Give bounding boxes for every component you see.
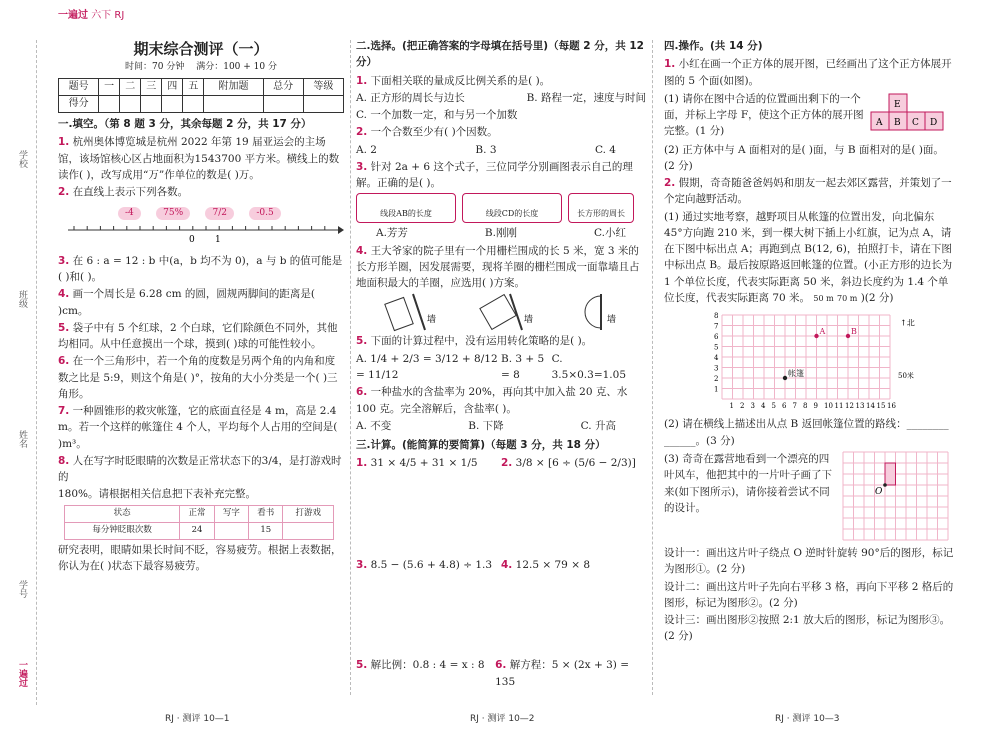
x-tick-label: 14 (866, 402, 875, 410)
x-tick-label: 12 (845, 402, 854, 410)
divider-1 (350, 40, 351, 695)
q2-4-figures (356, 292, 646, 332)
score-head-2: 二 (120, 79, 141, 96)
y-tick-label: 6 (714, 333, 719, 342)
y-tick-label: 8 (714, 312, 719, 321)
score-cell-1[interactable] (99, 96, 120, 113)
x-tick-label: 10 (824, 402, 833, 410)
point-a-dot (814, 334, 818, 338)
q2-5: 5. 下面的计算过程中，没有运用转化策略的是( )。 (356, 335, 593, 348)
y-tick-label: 2 (714, 375, 719, 384)
wall-c: 墙 (606, 315, 616, 326)
q1-3: 3. 在 6 : a = 12 : b 中(a，b 均不为 0)，a 与 b 的值可能是( )和( )。 (58, 254, 343, 283)
q2-1-c: C. 一个加数一定，和与另一个加数 (356, 109, 518, 122)
cube-face (889, 94, 907, 112)
blink-table (64, 505, 334, 540)
q2-3-c: C.小红 (593, 227, 626, 240)
x-tick-label: 4 (761, 402, 766, 410)
cube-face-label: A (876, 117, 883, 128)
q4-2c-row (664, 450, 954, 544)
q2-3-b: B.刚刚 (484, 227, 517, 240)
legend-50m: 50 m (813, 293, 834, 303)
q4-2b2: ______。(3 分) (664, 434, 735, 447)
design-1: 设计一：画出这片叶子绕点 O 逆时针旋转 90°后的图形，标记为图形①。(2 分) (664, 547, 954, 576)
score-head-6: 附加题 (204, 79, 263, 96)
score-cell-0: 得分 (59, 96, 99, 113)
brand-grade: 六下 RJ (91, 10, 125, 21)
point-b-dot (846, 334, 850, 338)
fence-plan-a (369, 292, 439, 332)
q1-4: 4. 画一个周长是 6.28 cm 的圆，圆规两脚间的距离是( )cm。 (58, 288, 315, 317)
blink-head-3: 看书 (249, 505, 283, 522)
time-score (58, 61, 344, 75)
q2-3: 3. 针对 2a + 6 这个式子，三位同学分别画图表示自己的理解。正确的是( )。 (356, 160, 633, 190)
brand-name: 一遍过 (58, 10, 88, 21)
point-b-label: B (851, 327, 857, 337)
pill-1: -4 (118, 207, 141, 221)
q4-2: 2. 假期，奇奇随爸爸妈妈和朋友一起去郊区露营，并策划了一个定向越野活动。 (664, 177, 952, 206)
side-label-class: 班级 (16, 290, 27, 308)
cube-face-label: E (894, 99, 901, 110)
north-label: ↑北 (900, 318, 915, 328)
score-cell-8[interactable] (303, 96, 343, 113)
calc-row-2 (356, 557, 646, 657)
blink-cell-4[interactable] (283, 522, 334, 539)
fig-xiaohong: 长方形的周长 (568, 193, 634, 223)
time-limit: 时间：70 分钟 (125, 62, 185, 73)
q2-6: 6. 一种盐水的含盐率为 20%，再向其中加入盐 20 克、水 100 克。完全溶解后，含盐率( )。 (356, 386, 628, 415)
x-tick-label: 13 (855, 402, 865, 410)
blink-head-2: 写字 (214, 505, 248, 522)
q2-1-a: A. 正方形的周长与边长 (356, 91, 465, 104)
q1-6: 6. 在一个三角形中，若一个角的度数是另两个角的内角和度数之比是 5:9，则这个角是( )°，按角的大小分类是一个( )三角形。 (58, 355, 338, 400)
x-tick-label: 6 (782, 402, 787, 410)
x-tick-label: 7 (792, 402, 797, 410)
fence-plan-c (563, 292, 633, 332)
q2-3-opts (356, 225, 646, 241)
calc-6: 6. 解方程：5 × (2x + 3) = 135 (495, 659, 629, 688)
q1-5: 5. 袋子中有 5 个红球，2 个白球，它们除颜色不同外，其他均相同。从中任意摸出一个球，摸到( )球的可能性较小。 (58, 321, 338, 351)
score-head-8: 等级 (303, 79, 343, 96)
footer-1: RJ · 测评 10—1 (165, 714, 230, 725)
q1-1: 1. 杭州奥体博览城是杭州 2022 年第 19 届亚运会的主场馆，该场馆核心区占地面积为1543700 平方米。横线上的数读作( )，改写成用“万”作单位的数是( )万。 (58, 136, 340, 181)
coordinate-grid (664, 307, 954, 409)
y-tick-label: 7 (714, 322, 719, 331)
section-1-title: 一.填空。（第 8 题 3 分，其余每题 2 分，共 17 分） (58, 118, 312, 131)
x-tick-label: 16 (887, 402, 896, 410)
tick-label-0: 0 (189, 235, 195, 246)
brand-header (58, 8, 124, 24)
cube-face (889, 112, 907, 130)
cube-face-label: D (930, 117, 938, 128)
footer-3: RJ · 测评 10—3 (775, 714, 840, 725)
q2-2-b: B. 3 (475, 143, 497, 156)
q2-5-c: C. 3.5×0.3=1.05 (551, 352, 626, 381)
section-4-title: 四.操作。(共 14 分) (664, 40, 763, 52)
y-tick-label: 3 (714, 364, 719, 373)
y-tick-label: 5 (714, 343, 719, 352)
calc-3: 3. 8.5 − (5.6 + 4.8) ÷ 1.3 (356, 559, 493, 572)
q1-8c: 研究表明，眼睛如果长时间不眨，容易疲劳。根据上表数据，你认为在( )状态下最容易疲劳。 (58, 543, 342, 572)
cube-face (907, 112, 925, 130)
blink-cell-1: 24 (180, 522, 214, 539)
calc-row-3 (356, 657, 646, 690)
score-cell-4[interactable] (162, 96, 183, 113)
calc-4: 4. 12.5 × 79 × 8 (501, 559, 591, 572)
q2-1-opts-ab (356, 90, 646, 106)
side-brand: 一遍过 (16, 660, 27, 687)
q2-2-c: C. 4 (594, 143, 616, 156)
fence-plan-b (466, 292, 536, 332)
pill-3: 7/2 (205, 207, 233, 221)
y-tick-label: 1 (714, 385, 719, 394)
cube-face (871, 112, 889, 130)
calc-2: 2. 3/8 × [6 ÷ (5/6 − 2/3)] (501, 457, 636, 470)
number-line (58, 220, 344, 246)
q4-2b: (2) 请在横线上描述出从点 B 返回帐篷位置的路线：________ (664, 417, 949, 430)
side-label-name: 姓名 (16, 430, 27, 448)
binding-margin (0, 0, 48, 735)
footer-2: RJ · 测评 10—2 (470, 714, 535, 725)
q1-2: 2. 在直线上表示下列各数。 (58, 186, 189, 199)
x-tick-label: 2 (740, 402, 745, 410)
score-head-5: 五 (183, 79, 204, 96)
calc-row-1 (356, 455, 646, 557)
score-head-4: 四 (162, 79, 183, 96)
score-cell-6[interactable] (204, 96, 263, 113)
cube-net (869, 90, 949, 134)
column-3 (664, 38, 954, 646)
wall-b: 墙 (523, 315, 533, 326)
blink-head-1: 正常 (180, 505, 214, 522)
blink-cell-2[interactable] (214, 522, 248, 539)
q2-1-b: B. 路程一定，速度与时间 (526, 91, 646, 104)
q2-4: 4. 王大爷家的院子里有一个用栅栏围成的长 5 米，宽 3 米的长方形羊圈，因发展需要，现将羊圈的栅栏围成一面靠墙且占地面积最大的羊圈，应选用( )方案。 (356, 244, 640, 290)
q2-5-a: A. 1/4 + 2/3 = 3/12 + 8/12 = 11/12 (356, 352, 498, 381)
x-tick-label: 11 (834, 402, 844, 410)
blink-head-4: 打游戏 (283, 505, 334, 522)
calc-5: 5. 解比例：0.8 : 4 = x : 8 (356, 659, 485, 672)
side-label-number: 学号 (16, 580, 27, 598)
legend-70m: 70 m (837, 293, 858, 303)
full-score: 满分：100 + 10 分 (196, 62, 277, 73)
q2-6-a: A. 不变 (356, 419, 392, 432)
score-head-1: 一 (99, 79, 120, 96)
point-a-label: A (819, 327, 826, 337)
q4-2a: (1) 通过实地考察，越野项目从帐篷的位置出发，向北偏东 45°方向跑 210 米，到一棵大树下插上小红旗，记为点 A，请在下图中标出点 A；再跑到点 B(12, 6)，拍照打卡，请在下图中标出点 B。最后按原路返回帐篷的位置。(小正方形的边长为 1 个单位长度，代表实际距离 50 米，斜边长度约为 1.4 个单位长度，代表实际距离 70 米。 50 m 70 m )(2 分) (664, 210, 953, 304)
q4-1: 1. 小红在画一个正方体的展开图，已经画出了这个正方体展开图的 5 个面(如图)。 (664, 58, 952, 87)
score-head-7: 总分 (263, 79, 303, 96)
q1-8: 8. 人在写字时眨眼睛的次数是正常状态下的3/4，是打游戏时的 (58, 454, 342, 484)
divider-2 (652, 40, 653, 695)
x-tick-label: 1 (729, 402, 734, 410)
blink-cell-3: 15 (249, 522, 283, 539)
tent-dot (783, 376, 787, 380)
q2-1: 1. 下面相关联的量成反比例关系的是( )。 (356, 74, 551, 87)
y-tick-label: 4 (714, 354, 719, 363)
q2-6-c: C. 升高 (580, 419, 616, 432)
design-3: 设计三：画出图形②按照 2:1 放大后的图形，标记为图形③。(2 分) (664, 614, 951, 643)
fig-fangfang: 线段AB的长度 (356, 193, 456, 223)
section-2-title: 二.选择。(把正确答案的字母填在括号里)（每题 2 分，共 12 分） (356, 40, 644, 69)
score-cell-7[interactable] (263, 96, 303, 113)
q4-2c: (3) 奇奇在露营地看到一个漂亮的四叶风车，他把其中的一片叶子画了下来(如下图所示)，请你接着尝试不同的设计。 (664, 453, 832, 514)
pill-2: 75% (156, 207, 190, 221)
q2-6-b: B. 下降 (468, 419, 504, 432)
q4-1b: (2) 正方体中与 A 面相对的是( )面，与 B 面相对的是( )面。(2 分) (664, 143, 944, 172)
blink-cell-0: 每分钟眨眼次数 (65, 522, 180, 539)
x-tick-label: 9 (813, 402, 818, 410)
x-tick-label: 8 (803, 402, 808, 410)
score-head-3: 三 (141, 79, 162, 96)
cube-face-label: C (912, 117, 919, 128)
number-pills (118, 204, 344, 221)
q2-3-figures (356, 193, 646, 223)
q2-6-opts (356, 418, 646, 434)
section-3-title: 三.计算。(能简算的要简算)（每题 3 分，共 18 分） (356, 439, 606, 452)
side-label-school: 学校 (16, 150, 27, 168)
tent-label: 帐篷 (788, 369, 804, 379)
calc-1: 1. 31 × 4/5 + 31 × 1/5 (356, 457, 478, 470)
cube-face-label: B (894, 117, 901, 128)
binding-line (36, 40, 37, 705)
column-1 (58, 10, 344, 575)
x-tick-label: 15 (876, 402, 886, 410)
x-tick-label: 3 (750, 402, 755, 410)
point-o-dot (883, 483, 887, 487)
q2-5-b: B. 3 + 5 = 8 (501, 352, 545, 381)
q4-1a-row (664, 90, 954, 141)
q2-5-opts (356, 351, 646, 384)
column-2 (356, 38, 646, 690)
q2-2-opts (356, 142, 646, 158)
q1-8b: 180%。请根据相关信息把下表补充完整。 (58, 488, 257, 501)
score-cell-3[interactable] (141, 96, 162, 113)
q2-2: 2. 一个合数至少有( )个因数。 (356, 126, 498, 139)
leaf-grid (839, 450, 951, 544)
page-title: 期末综合测评（一） (133, 40, 269, 58)
q4-1a: (1) 请你在图中合适的位置画出剩下的一个面，并标上字母 F，使这个正方体的展开图完整。(1 分) (664, 92, 864, 138)
q1-7: 7. 一种圆锥形的救灾帐篷，它的底面直径是 4 m，高是 2.4 m。若一个这样的帐篷住 4 个人，平均每个人占用的空间是( )m³。 (58, 405, 338, 450)
score-table (58, 78, 344, 113)
grid-scale-label: 50米 (898, 372, 914, 381)
q2-2-a: A. 2 (356, 143, 377, 156)
point-o-label: O (875, 487, 883, 498)
design-2: 设计二：画出这片叶子先向右平移 3 格，再向下平移 2 格后的图形，标记为图形②。(2 分) (664, 580, 954, 609)
score-head-0: 题号 (59, 79, 99, 96)
cube-face (925, 112, 943, 130)
x-tick-label: 5 (771, 402, 776, 410)
leaf-shape (885, 463, 896, 485)
fig-ganggang: 线段CD的长度 (462, 193, 562, 223)
score-cell-2[interactable] (120, 96, 141, 113)
score-cell-5[interactable] (183, 96, 204, 113)
tick-label-1: 1 (215, 235, 221, 246)
pill-4: -0.5 (249, 207, 280, 221)
q2-3-a: A.芳芳 (376, 227, 408, 240)
wall-a: 墙 (427, 315, 437, 326)
blink-head-0: 状态 (65, 505, 180, 522)
